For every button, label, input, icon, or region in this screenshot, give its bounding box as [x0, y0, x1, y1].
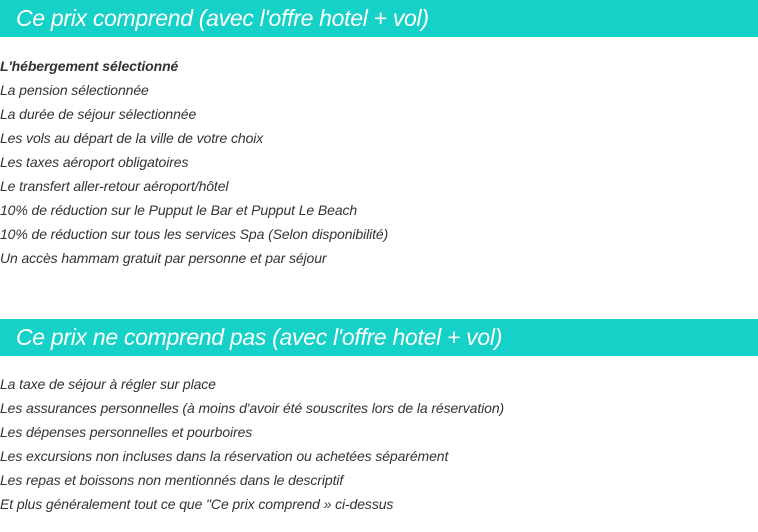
included-item: Les vols au départ de la ville de votre choix	[0, 130, 264, 146]
included-item: L'hébergement sélectionné	[0, 58, 179, 74]
included-item: La durée de séjour sélectionnée	[0, 106, 197, 122]
included-item: Le transfert aller-retour aéroport/hôtel	[0, 178, 229, 194]
included-list	[0, 54, 758, 270]
excluded-item: Les dépenses personnelles et pourboires	[0, 424, 253, 440]
excluded-section	[0, 319, 758, 516]
included-item: La pension sélectionnée	[0, 82, 149, 98]
included-item: Les taxes aéroport obligatoires	[0, 154, 189, 170]
excluded-item: Les repas et boissons non mentionnés dans le descriptif	[0, 472, 344, 488]
excluded-item: Les assurances personnelles (à moins d'avoir été souscrites lors de la réservation)	[0, 400, 505, 416]
excluded-item: La taxe de séjour à régler sur place	[0, 376, 216, 392]
included-item: Un accès hammam gratuit par personne et par séjour	[0, 250, 327, 266]
included-item: 10% de réduction sur tous les services Spa (Selon disponibilité)	[0, 226, 389, 242]
excluded-banner	[0, 319, 758, 356]
excluded-item: Et plus généralement tout ce que "Ce prix comprend » ci-dessus	[0, 496, 394, 512]
included-banner	[0, 0, 758, 37]
excluded-item: Les excursions non incluses dans la réservation ou achetées séparément	[0, 448, 449, 464]
excluded-title: Ce prix ne comprend pas (avec l'offre hotel + vol)	[16, 324, 503, 350]
excluded-list	[0, 372, 758, 516]
included-item: 10% de réduction sur le Pupput le Bar et Pupput Le Beach	[0, 202, 358, 218]
included-title: Ce prix comprend (avec l'offre hotel + vol)	[16, 5, 429, 31]
